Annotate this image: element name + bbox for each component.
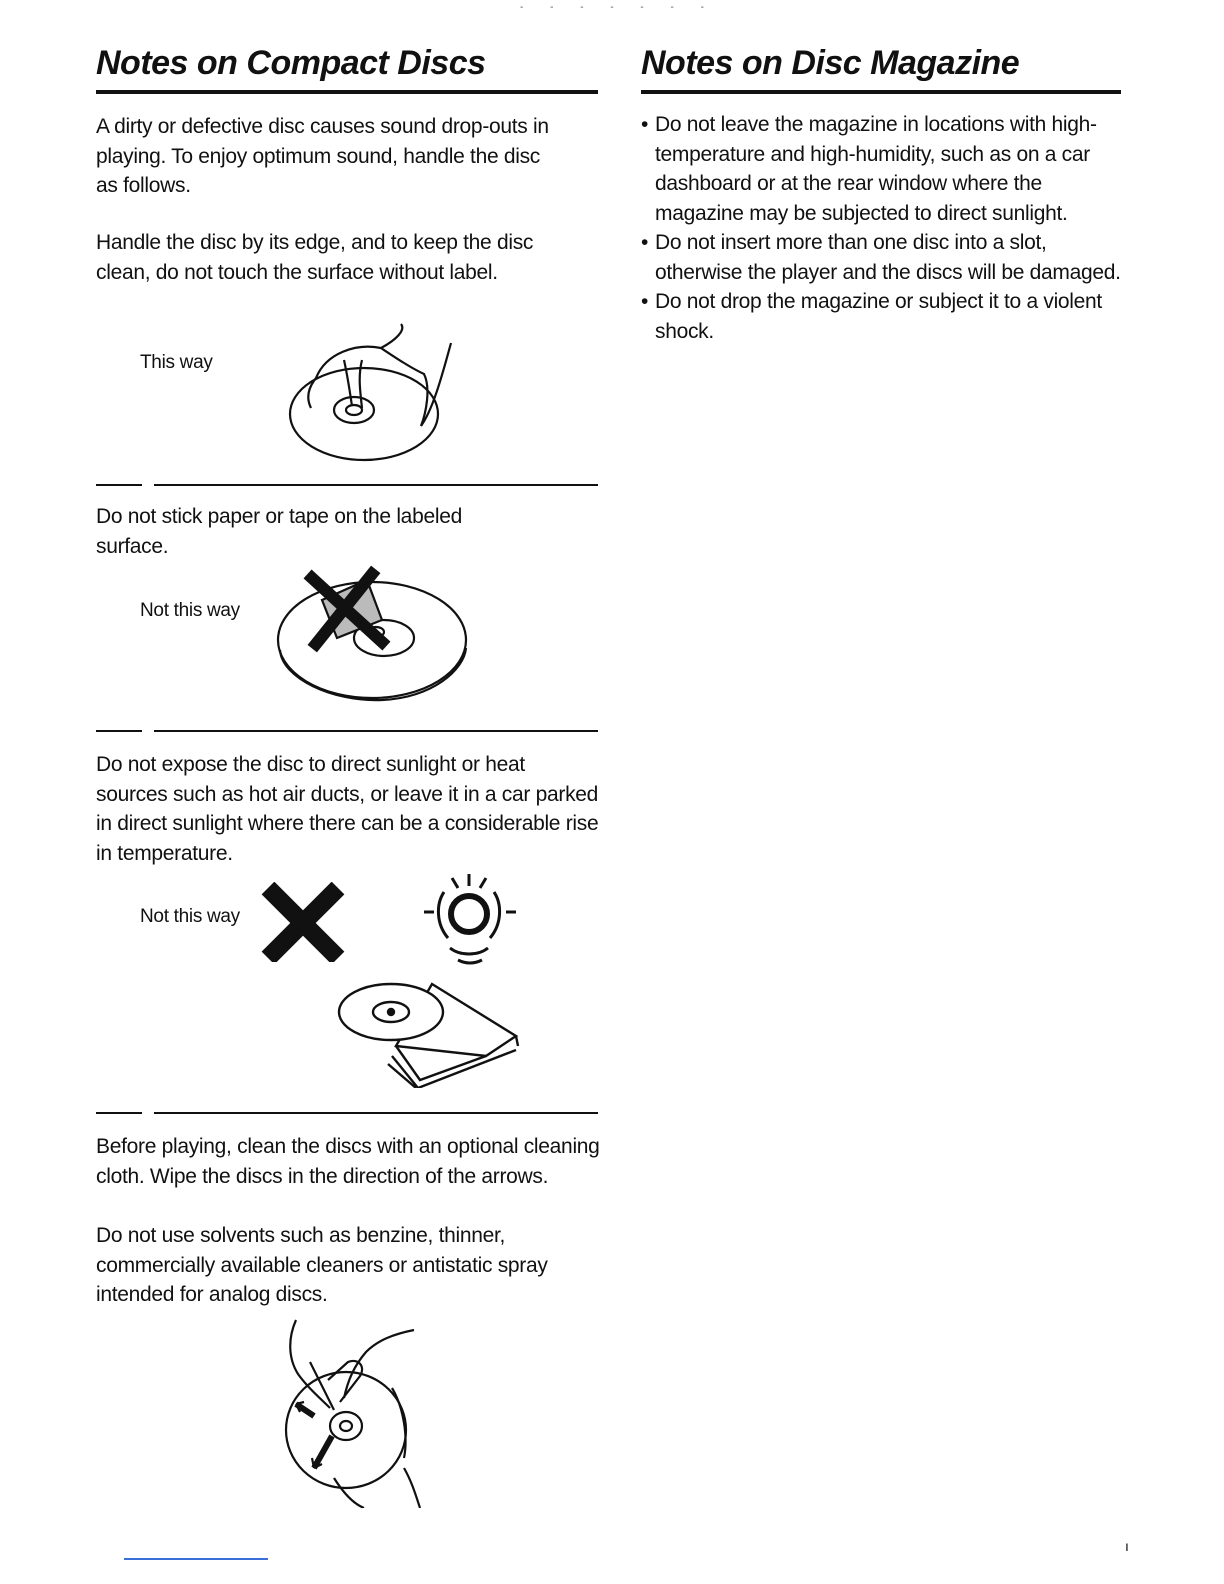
- clean-discs-paragraph: Before playing, clean the discs with an optional cleaning cloth. Wipe the discs in the direction of the arrows.: [96, 1135, 600, 1188]
- intro-paragraph: A dirty or defective disc causes sound drop-outs in playing. To enjoy optimum sound, handle the disc as follows.: [96, 115, 549, 197]
- cross-mark-icon: [260, 882, 350, 962]
- not-this-way-caption-2: Not this way: [140, 906, 240, 927]
- no-sunlight-paragraph: Do not expose the disc to direct sunlight or heat sources such as hot air ducts, or leave it in a car parked in direct sunlight where there can be a considerable rise in temperature.: [96, 753, 599, 865]
- disc-magazine-heading: Notes on Disc Magazine: [641, 44, 1020, 82]
- no-paper-tape-paragraph: Do not stick paper or tape on the labeled surface.: [96, 505, 462, 558]
- heading-rule: [641, 90, 1121, 94]
- compact-discs-column: [96, 0, 598, 1584]
- discs-on-cases-illustration: [336, 976, 526, 1088]
- list-item: • Do not insert more than one disc into a slot, otherwise the player and the discs will be damaged.: [641, 228, 1121, 287]
- page-mark: ı: [1125, 1538, 1129, 1554]
- footer-blue-line: [124, 1558, 268, 1560]
- compact-discs-heading: Notes on Compact Discs: [96, 44, 486, 82]
- header-stray-marks: - - - - - - -: [520, 2, 716, 13]
- section-divider: [96, 1112, 598, 1114]
- section-divider: [96, 730, 598, 732]
- disc-with-tape-illustration: [272, 560, 472, 710]
- no-solvents-paragraph: Do not use solvents such as benzine, thinner, commercially available cleaners or antistatic spray intended for analog discs.: [96, 1224, 548, 1306]
- heading-rule: [96, 90, 598, 94]
- this-way-caption: This way: [140, 352, 213, 373]
- cleaning-disc-illustration: [274, 1318, 434, 1508]
- section-divider: [96, 484, 598, 486]
- disc-magazine-column: [641, 0, 1121, 420]
- handle-edge-paragraph: Handle the disc by its edge, and to keep the disc clean, do not touch the surface without label.: [96, 231, 534, 284]
- sun-icon: [414, 872, 524, 972]
- disc-held-by-edge-illustration: [286, 318, 466, 468]
- not-this-way-caption-1: Not this way: [140, 600, 240, 621]
- disc-magazine-notes: [641, 110, 1121, 346]
- list-item: • Do not leave the magazine in locations with high-temperature and high-humidity, such as on a car dashboard or at the rear window where the magazine may be subjected to direct sunlight.: [641, 110, 1121, 228]
- list-item: • Do not drop the magazine or subject it to a violent shock.: [641, 287, 1121, 346]
